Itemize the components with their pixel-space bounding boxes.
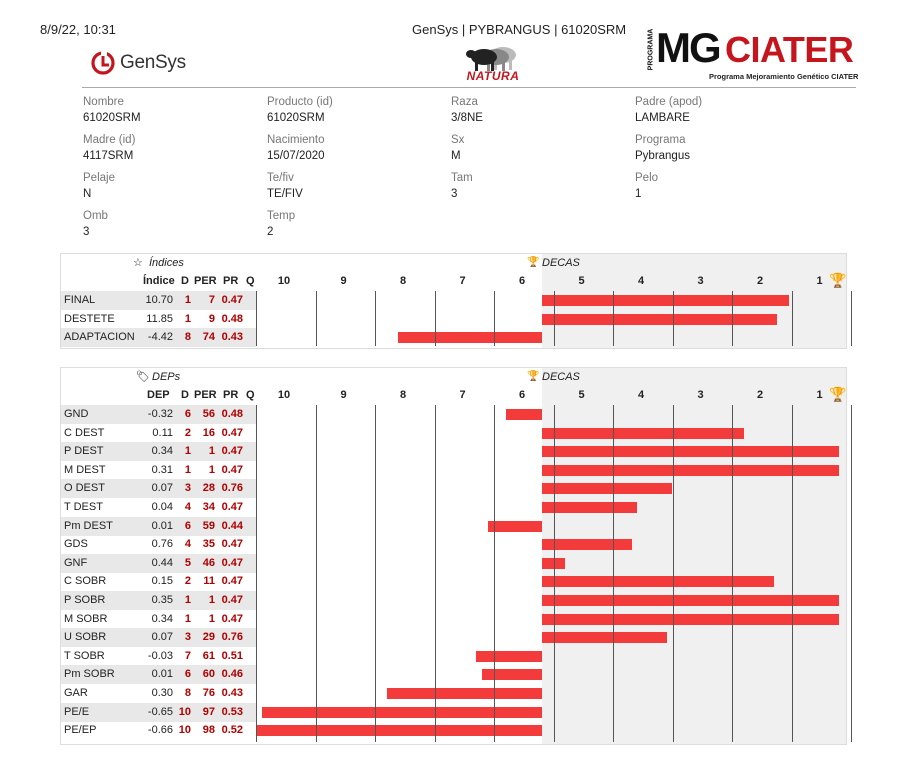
info-field-label: Padre (apod) (635, 96, 703, 108)
row-label: C DEST (64, 426, 105, 439)
table-row (61, 591, 256, 610)
tag-icon: 🏷 (136, 371, 150, 383)
deca-label: 6 (518, 275, 526, 287)
deca-grid-line (316, 405, 317, 742)
pr-header: PR (223, 275, 239, 287)
row-value: 0.01 (151, 668, 173, 681)
row-pr: 0.53 (221, 705, 243, 718)
q-header: Q (246, 389, 255, 401)
gold-trophy-icon: 🏆 (829, 386, 847, 402)
row-per: 46 (202, 556, 215, 569)
table-row (61, 424, 256, 443)
row-value: 0.76 (151, 538, 173, 551)
row-per: 34 (202, 501, 215, 513)
row-per: 76 (202, 687, 215, 699)
table-row (61, 442, 256, 461)
row-value: 11.85 (146, 312, 173, 325)
deca-bar (542, 502, 637, 513)
deca-bar (542, 465, 840, 476)
info-field-value: 2 (267, 226, 274, 238)
row-per: 28 (202, 482, 215, 495)
row-d: 2 (184, 575, 191, 588)
table-row (61, 328, 256, 347)
row-per: 61 (202, 649, 215, 662)
info-field (267, 96, 447, 124)
row-value: 0.04 (151, 501, 173, 513)
row-pr: 0.47 (221, 575, 243, 588)
deca-label: 10 (277, 389, 291, 401)
table-row (61, 554, 256, 573)
q-header: Q (246, 275, 255, 287)
deca-grid-line (792, 405, 793, 742)
info-field-label: Nombre (83, 96, 124, 108)
row-label: T DEST (64, 501, 103, 513)
row-pr: 0.47 (221, 294, 243, 306)
deca-bar (506, 409, 542, 420)
deca-bar (256, 725, 542, 736)
row-d: 6 (184, 668, 191, 681)
table-row (61, 572, 256, 591)
row-pr: 0.47 (221, 594, 243, 606)
info-field (451, 172, 631, 200)
row-d: 5 (184, 556, 191, 569)
deca-bar (542, 295, 789, 306)
deca-bar (387, 688, 542, 699)
deca-label: 6 (518, 389, 526, 401)
deca-grid-line (435, 405, 436, 742)
info-field-label: Producto (id) (267, 96, 333, 108)
row-pr: 0.48 (221, 312, 243, 325)
row-d: 1 (184, 445, 191, 458)
row-value: -0.65 (147, 705, 173, 718)
table-row (61, 721, 256, 740)
deca-grid-line (375, 291, 376, 346)
row-pr: 0.47 (221, 426, 243, 439)
report-date: 8/9/22, 10:31 (40, 22, 116, 37)
row-d: 10 (178, 724, 191, 737)
row-d: 4 (184, 501, 191, 513)
table-row (61, 291, 256, 310)
deca-bar (542, 632, 667, 643)
row-d: 1 (184, 312, 191, 325)
row-per: 59 (202, 519, 215, 532)
info-field-value: M (451, 150, 461, 162)
row-label: PE/E (64, 705, 90, 718)
upper-half-zone (542, 368, 846, 744)
row-value: 10.70 (145, 294, 173, 306)
row-per: 9 (208, 312, 215, 325)
table-row (61, 461, 256, 480)
deca-grid-line (732, 405, 733, 742)
info-field (83, 134, 263, 162)
deca-bar (262, 707, 542, 718)
deca-label: 4 (637, 275, 645, 287)
header-divider (82, 87, 856, 88)
info-field (83, 172, 263, 200)
table-row (61, 479, 256, 498)
mg-ciater-logo (643, 24, 859, 86)
row-d: 8 (184, 331, 191, 344)
deca-label: 2 (756, 275, 764, 287)
deca-bar (542, 539, 632, 550)
deca-label: 1 (816, 275, 823, 287)
deca-grid-line (851, 405, 852, 742)
row-value: 0.30 (151, 687, 173, 699)
row-label: ADAPTACION (64, 331, 135, 344)
row-label: P SOBR (64, 594, 106, 606)
info-field (635, 96, 815, 124)
row-value: 0.34 (151, 612, 173, 625)
deca-grid-line (494, 405, 495, 742)
deca-label: 3 (697, 275, 704, 287)
row-value: 0.07 (151, 631, 173, 644)
table-row (61, 310, 256, 329)
deca-bar (542, 576, 774, 587)
natura-logo-text: NATURA (466, 69, 520, 83)
row-d: 8 (184, 687, 191, 699)
row-d: 1 (184, 294, 191, 306)
info-field-value: 4117SRM (83, 150, 134, 162)
row-per: 1 (208, 612, 215, 625)
per-header: PER (194, 389, 217, 401)
row-pr: 0.48 (221, 408, 243, 420)
row-value: 0.35 (151, 594, 173, 606)
deca-label: 5 (578, 389, 585, 401)
deca-bar (398, 332, 542, 343)
deca-label: 7 (459, 275, 466, 287)
deca-label: 8 (399, 389, 407, 401)
deca-bar (488, 521, 542, 532)
deca-grid-line (375, 405, 376, 742)
info-field-value: 3 (451, 188, 458, 200)
row-label: PE/EP (64, 724, 97, 737)
row-d: 4 (184, 538, 191, 551)
row-label: O DEST (64, 482, 105, 495)
row-label: Pm SOBR (64, 668, 115, 681)
section-title: Índices (149, 257, 184, 269)
gensys-logo-text: GenSys (120, 52, 186, 73)
report-title: GenSys | PYBRANGUS | 61020SRM (412, 22, 627, 37)
info-field-value: 61020SRM (267, 112, 325, 124)
row-d: 3 (184, 631, 191, 644)
row-per: 98 (202, 724, 215, 737)
info-field (635, 134, 815, 162)
row-d: 1 (184, 612, 191, 625)
ciater-logo-text: CIATER (725, 29, 854, 70)
value-header: Índice (143, 275, 175, 287)
row-per: 60 (202, 668, 215, 681)
row-pr: 0.47 (221, 463, 243, 476)
row-label: GNF (64, 556, 88, 569)
table-row (61, 628, 256, 647)
table-row (61, 517, 256, 536)
info-field-label: Pelaje (83, 172, 115, 184)
star-icon: ☆ (133, 257, 143, 269)
row-label: M DEST (64, 463, 106, 476)
info-field-label: Tam (451, 172, 473, 184)
row-d: 10 (178, 705, 191, 718)
deca-bar (476, 651, 541, 662)
row-pr: 0.47 (221, 556, 243, 569)
row-value: -0.03 (147, 649, 173, 662)
table-row (61, 498, 256, 517)
row-value: 0.44 (151, 556, 173, 569)
info-field-value: 3/8NE (451, 112, 483, 124)
mg-logo-subtitle: Programa Mejoramiento Genético CIATER (709, 72, 859, 81)
deca-label: 10 (277, 275, 291, 287)
info-field-label: Temp (267, 210, 296, 222)
info-field (83, 96, 263, 124)
value-header: DEP (147, 389, 170, 401)
deca-grid-line (256, 291, 257, 346)
row-label: GDS (64, 538, 88, 551)
row-per: 16 (202, 426, 215, 439)
decas-trophy-icon: 🏆 (527, 371, 540, 382)
deca-grid-line (792, 291, 793, 346)
gold-trophy-icon: 🏆 (829, 272, 847, 288)
deca-grid-line (851, 291, 852, 346)
row-value: 0.11 (152, 426, 173, 439)
table-row (61, 405, 256, 424)
deca-grid-line (316, 291, 317, 346)
row-label: P DEST (64, 445, 104, 458)
deca-bar (542, 595, 840, 606)
deca-bar (482, 669, 542, 680)
row-per: 74 (202, 331, 215, 344)
deca-grid-line (494, 291, 495, 346)
row-value: 0.31 (151, 463, 173, 476)
row-value: -0.32 (147, 408, 173, 420)
deca-grid-line (256, 405, 257, 742)
info-field-value: 1 (635, 188, 642, 200)
deca-grid-line (554, 405, 555, 742)
table-row (61, 535, 256, 554)
row-pr: 0.52 (221, 724, 243, 737)
table-row (61, 610, 256, 629)
table-row (61, 647, 256, 666)
deca-bar (542, 614, 840, 625)
deca-grid-line (732, 291, 733, 346)
info-field-label: Omb (83, 210, 108, 222)
row-d: 2 (184, 426, 191, 439)
natura-logo (462, 38, 524, 84)
mg-logo-text: MG (656, 24, 720, 71)
programa-vertical-text: PROGRAMA (647, 28, 655, 71)
deca-label: 3 (697, 389, 704, 401)
pr-header: PR (223, 389, 239, 401)
row-value: -4.42 (147, 331, 173, 344)
row-per: 7 (208, 294, 215, 306)
info-field-value: Pybrangus (635, 150, 690, 162)
deca-label: 5 (578, 275, 585, 287)
deca-grid-line (435, 291, 436, 346)
row-pr: 0.47 (221, 445, 243, 458)
row-value: 0.34 (151, 445, 173, 458)
row-d: 1 (184, 594, 191, 606)
d-header: D (181, 275, 189, 287)
row-per: 11 (203, 575, 215, 588)
deca-label: 8 (399, 275, 407, 287)
row-pr: 0.47 (221, 501, 243, 513)
info-field (267, 134, 447, 162)
info-field-value: TE/FIV (267, 188, 303, 200)
row-per: 1 (208, 463, 215, 476)
deca-grid-line (554, 291, 555, 346)
info-field-value: 3 (83, 226, 90, 238)
info-field-label: Nacimiento (267, 134, 325, 146)
row-d: 6 (184, 519, 191, 532)
info-field-label: Raza (451, 96, 478, 108)
row-pr: 0.43 (221, 687, 243, 699)
row-d: 6 (184, 408, 191, 420)
table-row (61, 703, 256, 722)
info-field-value: 15/07/2020 (267, 150, 325, 162)
info-field (451, 134, 631, 162)
row-value: -0.66 (147, 724, 173, 737)
deca-grid-line (673, 405, 674, 742)
row-label: M SOBR (64, 612, 108, 625)
row-label: GAR (64, 687, 88, 699)
info-field-label: Te/fiv (267, 172, 294, 184)
table-row (61, 684, 256, 703)
gensys-logo-icon (90, 50, 116, 76)
per-header: PER (194, 275, 217, 287)
row-per: 29 (202, 631, 215, 644)
info-field (267, 210, 447, 238)
decas-title: DECAS (542, 257, 580, 269)
row-pr: 0.76 (221, 482, 243, 495)
decas-trophy-icon: 🏆 (527, 257, 540, 268)
row-label: Pm DEST (64, 519, 113, 532)
deca-bar (542, 483, 673, 494)
deca-label: 4 (637, 389, 645, 401)
info-field-value: LAMBARE (635, 112, 690, 124)
deca-grid-line (613, 405, 614, 742)
deca-label: 1 (816, 389, 823, 401)
info-field-label: Programa (635, 134, 686, 146)
gensys-logo (90, 48, 186, 78)
info-field (83, 210, 263, 238)
deca-bar (542, 446, 840, 457)
row-pr: 0.76 (221, 631, 243, 644)
table-row (61, 665, 256, 684)
deca-bar (542, 314, 777, 325)
deca-label: 9 (340, 275, 347, 287)
info-field-value: 61020SRM (83, 112, 141, 124)
deca-label: 9 (340, 389, 347, 401)
row-label: DESTETE (64, 312, 115, 325)
deca-label: 2 (756, 389, 764, 401)
row-pr: 0.47 (221, 612, 243, 625)
row-value: 0.01 (151, 519, 173, 532)
info-field (635, 172, 815, 200)
row-d: 3 (184, 482, 191, 495)
deca-grid-line (673, 291, 674, 346)
info-field-label: Madre (id) (83, 134, 136, 146)
row-per: 56 (202, 408, 215, 420)
row-per: 1 (208, 594, 215, 606)
info-field (451, 96, 631, 124)
decas-title: DECAS (542, 371, 580, 383)
row-d: 7 (184, 649, 191, 662)
section-title: DEPs (152, 371, 181, 383)
row-label: C SOBR (64, 575, 107, 588)
deca-bar (542, 428, 744, 439)
row-label: GND (64, 408, 89, 420)
row-label: T SOBR (64, 649, 105, 662)
row-pr: 0.44 (221, 519, 243, 532)
deps-table (60, 367, 847, 745)
row-value: 0.07 (151, 482, 173, 495)
info-field-label: Sx (451, 134, 465, 146)
row-per: 35 (202, 538, 215, 551)
deca-grid-line (613, 291, 614, 346)
row-label: FINAL (64, 294, 96, 306)
info-field (267, 172, 447, 200)
row-pr: 0.46 (221, 668, 243, 681)
row-per: 1 (208, 445, 215, 458)
d-header: D (181, 389, 189, 401)
row-d: 1 (184, 463, 191, 476)
row-per: 97 (202, 705, 215, 718)
info-field-label: Pelo (635, 172, 659, 184)
row-label: U SOBR (64, 631, 107, 644)
row-pr: 0.47 (221, 538, 243, 551)
indices-table (60, 253, 847, 349)
info-field-value: N (83, 188, 92, 200)
row-value: 0.15 (151, 575, 173, 588)
row-pr: 0.43 (221, 331, 243, 344)
row-pr: 0.51 (221, 649, 243, 662)
deca-label: 7 (459, 389, 466, 401)
